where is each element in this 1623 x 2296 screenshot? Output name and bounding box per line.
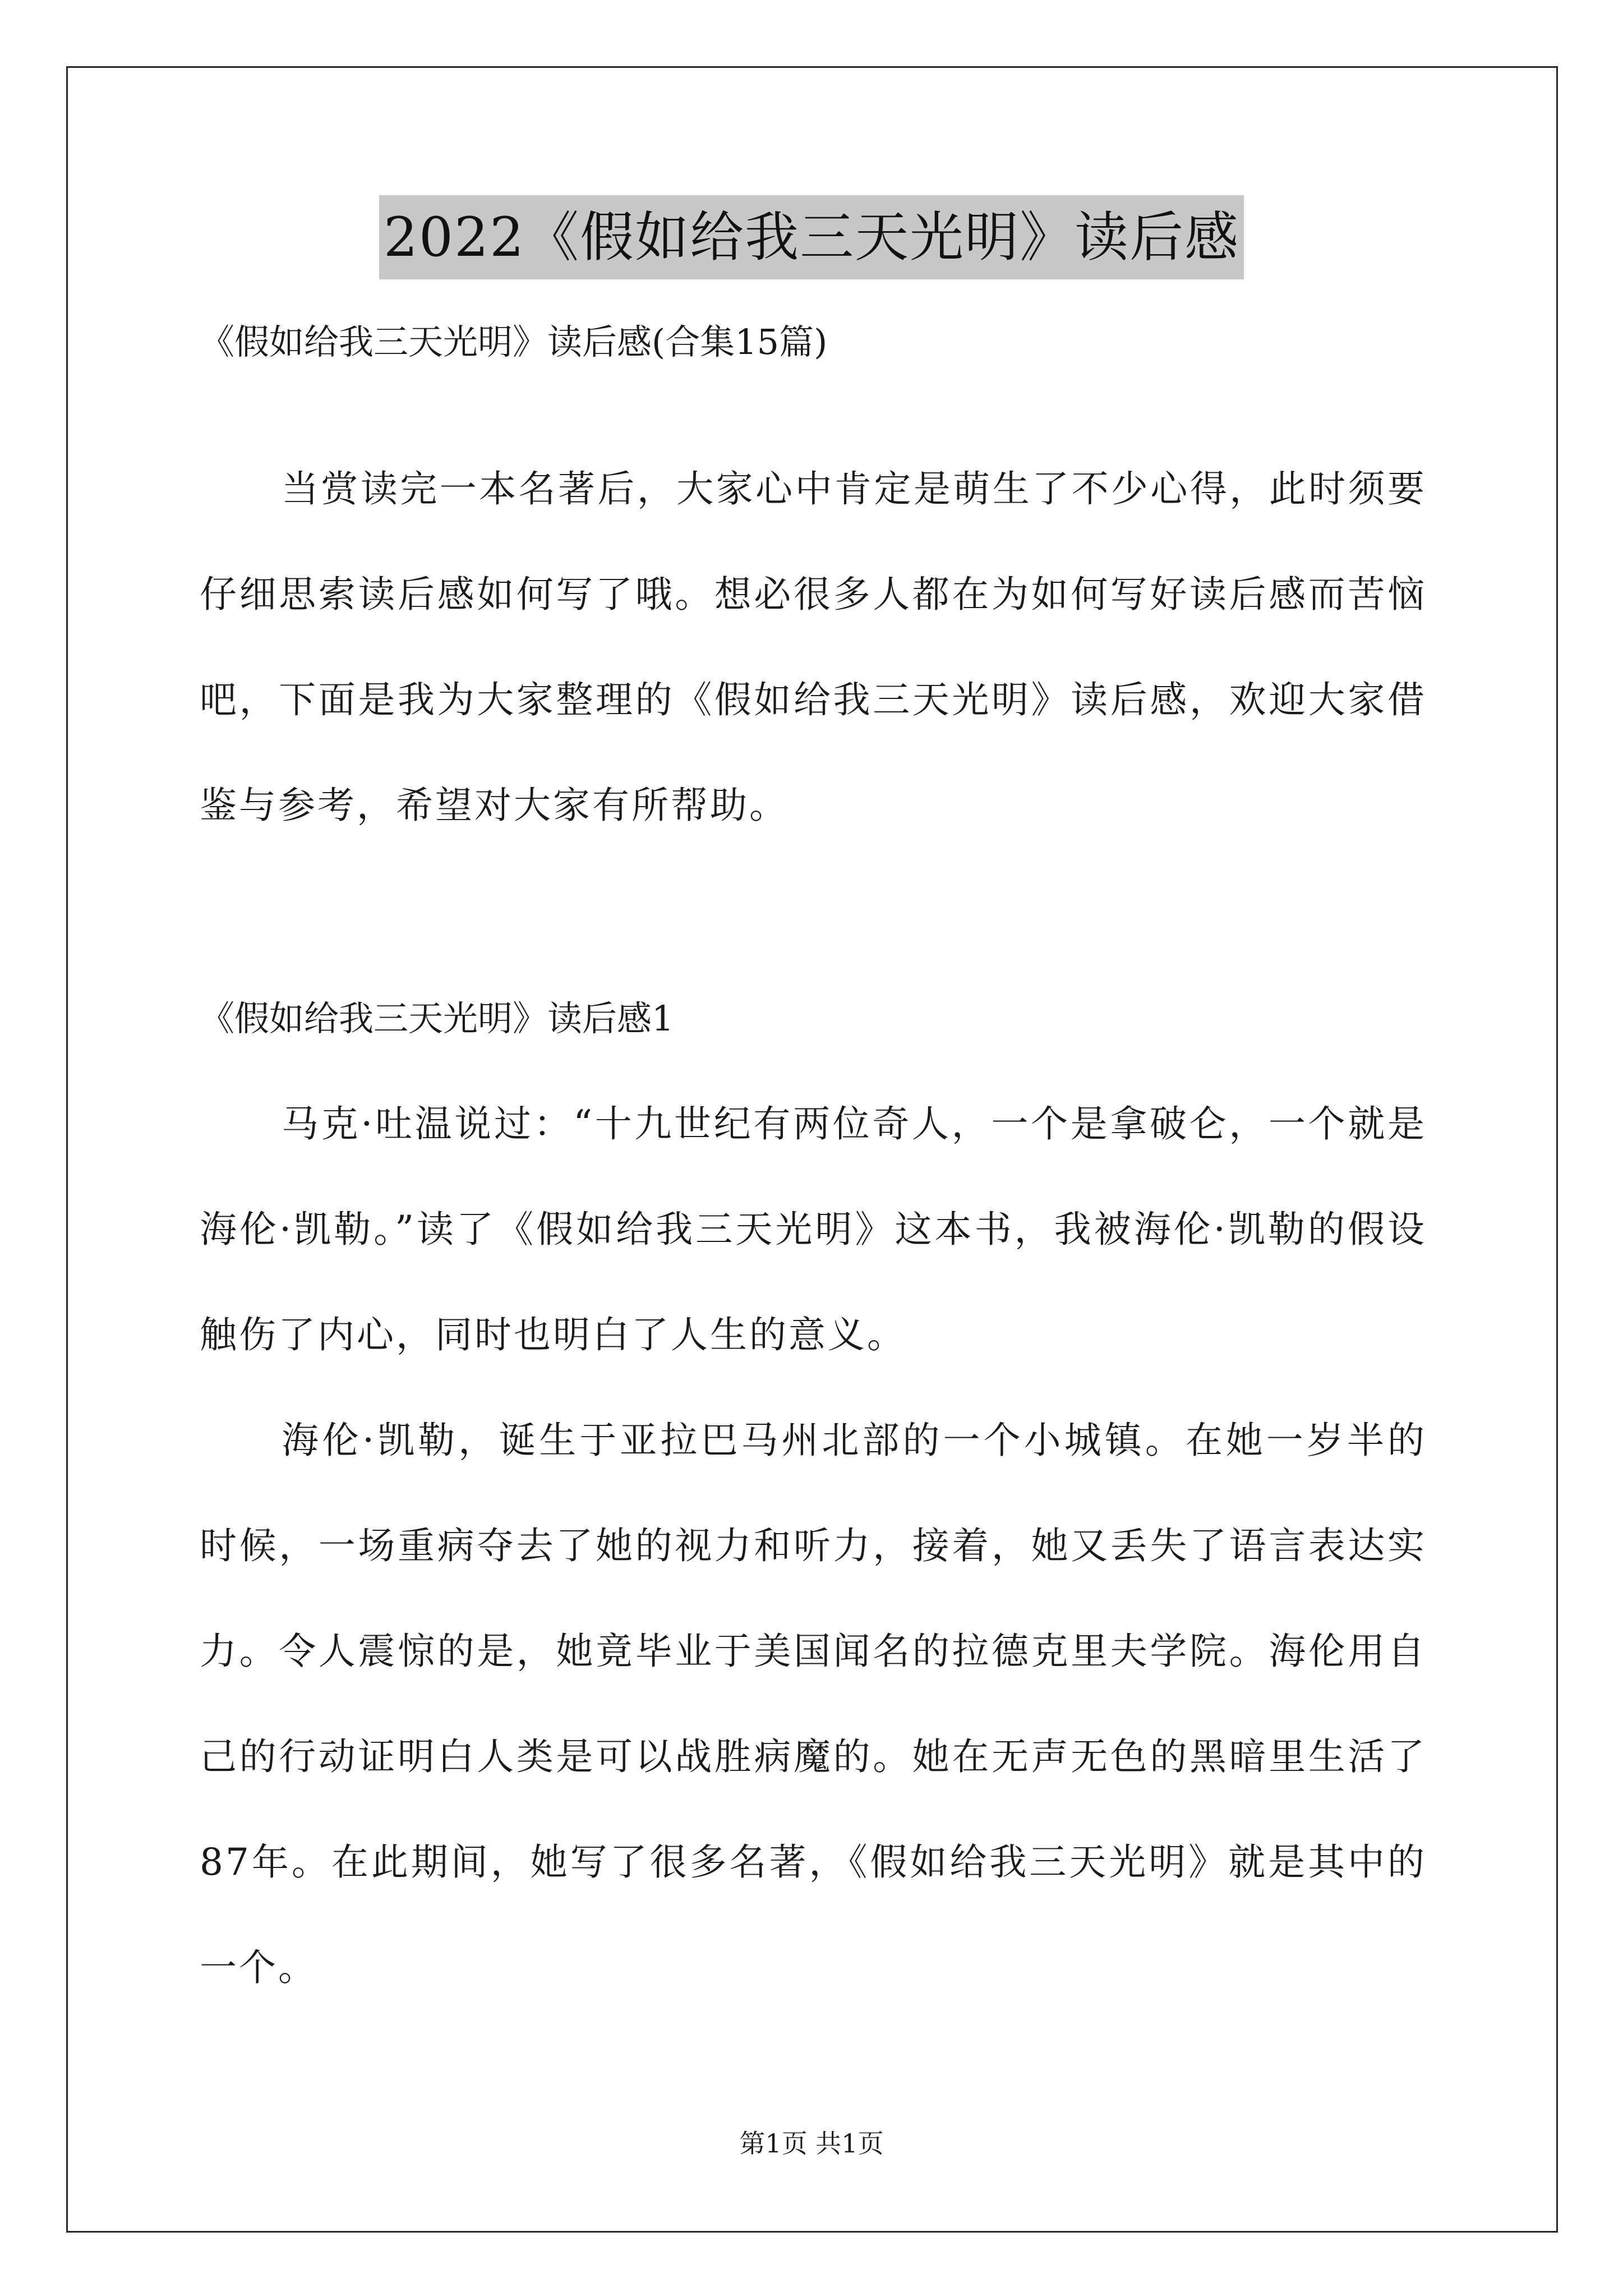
- document-title: 2022《假如给我三天光明》读后感: [379, 195, 1244, 279]
- body-paragraph-2: 海伦·凯勒，诞生于亚拉巴马州北部的一个小城镇。在她一岁半的时候，一场重病夺去了她的视力和听力，接着，她又丢失了语言表达实力。令人震惊的是，她竟毕业于美国闻名的拉德克里夫学院。海伦用自己的行动证明白人类是可以战胜病魔的。她在无声无色的黑暗里生活了87年。在此期间，她写了很多名著，《假如给我三天光明》就是其中的一个。: [200, 1419, 1427, 1989]
- title-container: [0, 195, 1623, 279]
- intro-paragraph: 当赏读完一本名著后，大家心中肯定是萌生了不少心得，此时须要仔细思索读后感如何写了哦。想必很多人都在为如何写好读后感而苦恼吧，下面是我为大家整理的《假如给我三天光明》读后感，欢迎大家借鉴与参考，希望对大家有所帮助。: [200, 467, 1427, 827]
- page-footer: 第1页 共1页: [739, 2128, 884, 2159]
- collection-subtitle: 《假如给我三天光明》读后感(合集15篇): [200, 321, 828, 362]
- body-paragraph-1: 马克·吐温说过：“十九世纪有两位奇人，一个是拿破仑，一个就是海伦·凯勒。”读了《假如给我三天光明》这本书，我被海伦·凯勒的假设触伤了内心，同时也明白了人生的意义。: [200, 1102, 1427, 1356]
- section-heading: 《假如给我三天光明》读后感1: [200, 998, 674, 1039]
